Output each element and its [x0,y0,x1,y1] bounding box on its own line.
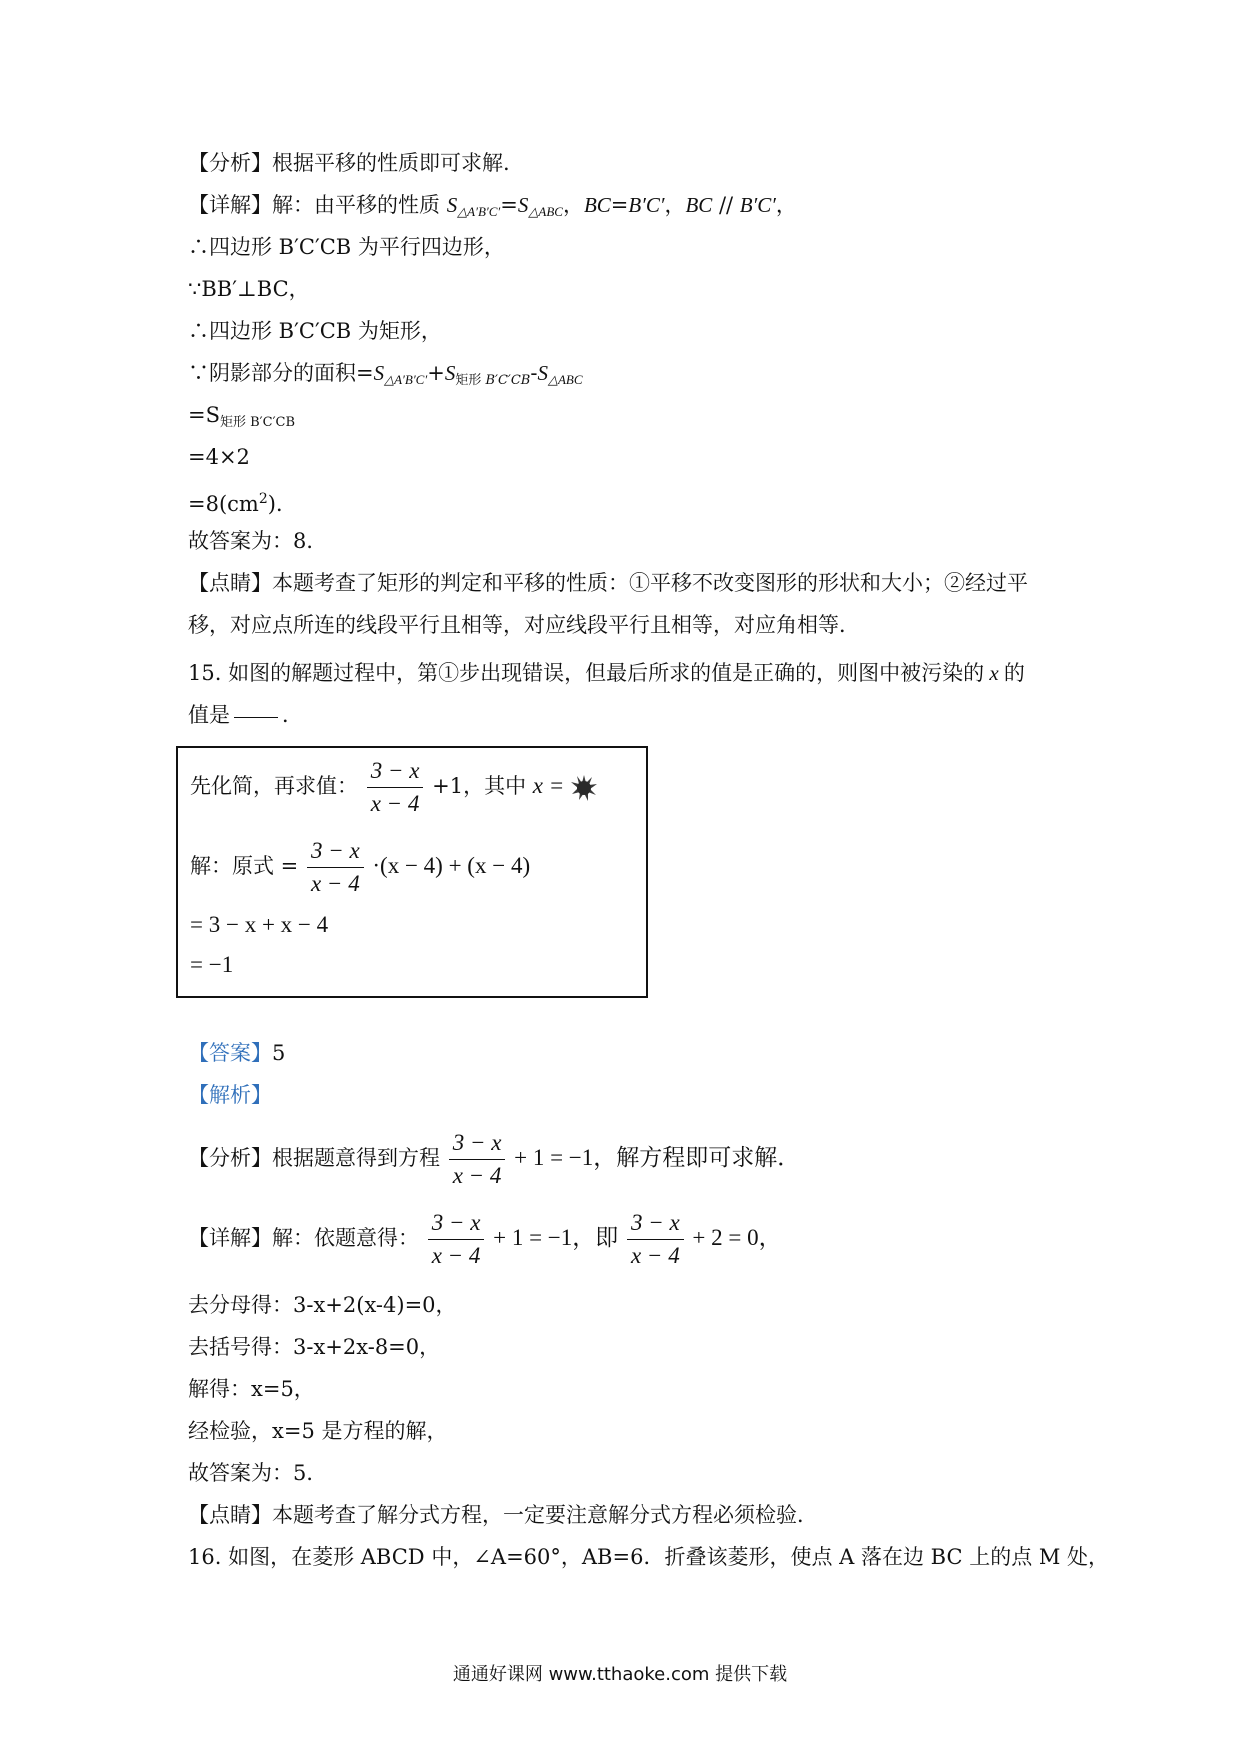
result-a: =8(cm [188,492,259,516]
comment-line-1: 【点睛】本题考查了矩形的判定和平移的性质：①平移不改变图形的形状和大小；②经过平 [188,571,1028,595]
fenxi-line [188,1130,800,1189]
fraction-numerator: 3 − x [307,838,364,868]
box-line-2 [190,838,530,897]
solution-label: 【解析】 [188,1083,272,1107]
question-16-line-1: 16. 如图，在菱形 ABCD 中，∠A=60°，AB=6．折叠该菱形，使点 A 落在边 BC 上的点 M 处， [188,1545,1110,1569]
answer-blank [234,717,278,718]
fraction-denominator: x − 4 [431,1243,481,1268]
detail-line: 【详解】解：由平移的性质 $S_{\triangle A'B'C'}=S_{\triangle ABC}$，BC=B′C′，BC // B′C′， [188,193,797,219]
rectangle-line: ∴四边形 B′C′CB 为矩形， [188,319,442,343]
answer-line-14: 故答案为：8． [188,529,328,553]
fenxi-prefix: 【分析】根据题意得到方程 [188,1146,440,1170]
fraction-numerator: 3 − x [449,1130,506,1160]
comment-line: 【点睛】本题考查了解分式方程，一定要注意解分式方程必须检验． [188,1503,818,1527]
question-15-period: ． [282,703,303,727]
detail-prefix: 【详解】解：由平移的性质 [188,193,447,217]
area-prefix: ∵阴影部分的面积= [188,361,374,385]
box-line-2-tail: ·(x − 4) + (x − 4) [372,853,531,878]
comment-line-2: 移，对应点所连的线段平行且相等，对应线段平行且相等，对应角相等． [188,613,860,637]
fraction-denominator: x − 4 [370,791,420,816]
perpendicular-line: ∵BB′⊥BC， [188,277,310,301]
answer-label: 【答案】 [188,1041,272,1065]
fraction-denominator: x − 4 [310,871,360,896]
area-eq-sub: 矩形 B′C′CB [219,415,296,430]
result-sup: 2 [258,491,268,507]
fraction [428,1210,485,1269]
answer-line [188,1038,285,1068]
footer: 通通好课网 www.tthaoke.com 提供下载 [452,1664,788,1685]
area-eq-line [188,400,295,438]
fraction [449,1130,506,1189]
fraction-numerator: 3 − x [367,758,424,788]
step-answer: 故答案为：5． [188,1461,328,1485]
fraction-numerator: 3 − x [627,1210,684,1240]
ink-blot-icon [570,774,598,802]
box-line-1-tail: +1，其中 [432,774,527,798]
fraction [307,838,364,897]
fraction [627,1210,684,1269]
box-line-2-prefix: 解：原式 = [190,854,299,878]
problem-box [176,746,648,998]
fraction [367,758,424,817]
step-brackets: 去括号得：3-x+2x-8=0， [188,1335,441,1359]
box-line-1-text: 先化简，再求值： [190,774,358,798]
question-15-text: 15. 如图的解题过程中，第①步出现错误，但最后所求的值是正确的，则图中被污染的 [188,661,985,685]
step-check: 经检验，x=5 是方程的解， [188,1419,448,1443]
step-solve: 解得：x=5， [188,1377,315,1401]
result-line [188,484,297,519]
fraction-numerator: 3 − x [428,1210,485,1240]
area-line: ∵阴影部分的面积$=S_{\triangle A'B'C'}+S_{矩形 B'C'CB}-S_{\triangle ABC}$ [188,361,583,388]
analysis-line: 【分析】根据平移的性质即可求解. [188,151,510,175]
area-eq-s: =S [188,403,220,427]
parallelogram-line: ∴四边形 B′C′CB 为平行四边形， [188,235,505,259]
step-denominator: 去分母得：3-x+2(x-4)=0， [188,1293,457,1317]
fraction-denominator: x − 4 [630,1243,680,1268]
xiangjie-line [188,1210,782,1269]
xiangjie-prefix: 【详解】解：依题意得： [188,1226,419,1250]
answer-value: 5 [272,1041,286,1065]
question-15-de: 的 [1003,661,1025,685]
fraction-denominator: x − 4 [452,1163,502,1188]
question-15-line-1: 15. 如图的解题过程中，第①步出现错误，但最后所求的值是正确的，则图中被污染的 x 的 [188,661,1025,685]
box-line-1: 先化简，再求值： $\frac{3 - x}{x - 4}$ +1，其中 x = [190,758,598,817]
result-b: )． [267,492,297,516]
xiangjie-mid: + 1 = −1，即 [493,1225,619,1250]
xiangjie-tail: + 2 = 0， [692,1225,782,1250]
question-15-value-is: 值是 [188,703,230,727]
question-15-line-2 [188,700,303,730]
product-line: =4×2 [188,445,250,469]
box-line-3: = 3 − x + x − 4 [190,912,329,937]
box-line-4: = −1 [190,952,234,977]
fenxi-tail: + 1 = −1，解方程即可求解． [514,1145,801,1170]
